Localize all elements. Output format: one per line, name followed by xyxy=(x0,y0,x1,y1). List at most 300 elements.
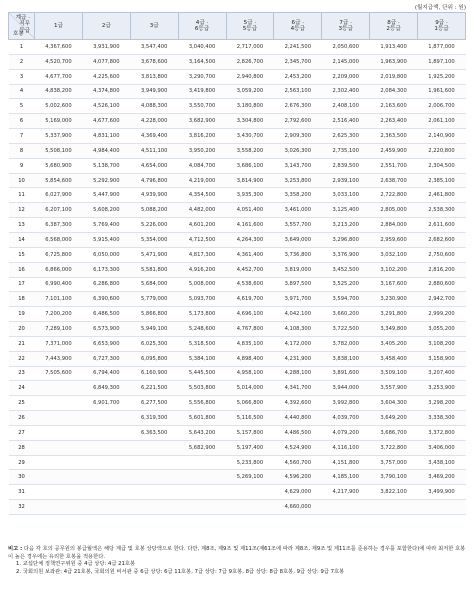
salary-cell: 4,654,000 xyxy=(130,158,178,173)
salary-cell: 3,558,200 xyxy=(226,143,274,158)
salary-cell: 2,385,100 xyxy=(418,173,466,188)
salary-cell xyxy=(130,470,178,485)
hobong-cell: 22 xyxy=(9,351,35,366)
salary-cell: 5,002,600 xyxy=(35,99,83,114)
salary-cell: 5,116,500 xyxy=(226,411,274,426)
salary-cell: 5,173,800 xyxy=(178,307,226,322)
salary-cell xyxy=(370,500,418,515)
salary-cell: 5,169,000 xyxy=(35,114,83,129)
salary-cell: 4,524,900 xyxy=(274,440,322,455)
hobong-cell: 6 xyxy=(9,114,35,129)
table-row xyxy=(9,307,466,322)
salary-cell: 3,032,100 xyxy=(370,247,418,262)
salary-cell xyxy=(178,500,226,515)
salary-cell: 5,854,600 xyxy=(35,173,83,188)
salary-cell: 4,486,500 xyxy=(274,425,322,440)
table-row xyxy=(9,158,466,173)
hobong-cell: 15 xyxy=(9,247,35,262)
grade-header: 2급 xyxy=(82,13,130,40)
salary-cell: 3,509,100 xyxy=(370,366,418,381)
salary-cell: 3,838,100 xyxy=(322,351,370,366)
salary-cell: 3,897,500 xyxy=(274,277,322,292)
salary-cell: 6,387,300 xyxy=(35,218,83,233)
salary-cell: 4,619,700 xyxy=(226,292,274,307)
salary-cell xyxy=(35,381,83,396)
table-row xyxy=(9,292,466,307)
salary-cell: 3,230,900 xyxy=(370,292,418,307)
salary-cell: 5,915,400 xyxy=(82,232,130,247)
salary-cell: 3,358,200 xyxy=(274,188,322,203)
salary-cell: 4,231,900 xyxy=(274,351,322,366)
salary-cell: 5,157,800 xyxy=(226,425,274,440)
salary-cell: 5,226,000 xyxy=(130,218,178,233)
hobong-cell: 16 xyxy=(9,262,35,277)
salary-cell: 3,213,200 xyxy=(322,218,370,233)
hobong-cell: 5 xyxy=(9,99,35,114)
salary-cell: 4,511,100 xyxy=(130,143,178,158)
unit-label: (월지급액, 단위 : 원) xyxy=(414,5,466,11)
salary-cell: 5,503,800 xyxy=(178,381,226,396)
salary-cell: 3,469,200 xyxy=(418,470,466,485)
salary-cell: 5,643,200 xyxy=(178,425,226,440)
salary-cell: 3,499,900 xyxy=(418,485,466,500)
hobong-cell: 25 xyxy=(9,396,35,411)
salary-cell xyxy=(82,440,130,455)
salary-cell: 2,942,700 xyxy=(418,292,466,307)
hobong-cell: 11 xyxy=(9,188,35,203)
salary-cell: 3,291,800 xyxy=(370,307,418,322)
salary-cell xyxy=(82,485,130,500)
salary-cell: 3,686,700 xyxy=(370,425,418,440)
table-row xyxy=(9,366,466,381)
salary-cell: 2,826,700 xyxy=(226,54,274,69)
salary-cell: 6,901,700 xyxy=(82,396,130,411)
salary-cell: 3,949,900 xyxy=(130,84,178,99)
salary-cell: 4,088,300 xyxy=(130,99,178,114)
salary-cell: 3,164,500 xyxy=(178,54,226,69)
salary-cell: 2,516,400 xyxy=(322,114,370,129)
salary-cell: 5,581,800 xyxy=(130,262,178,277)
salary-cell: 4,116,100 xyxy=(322,440,370,455)
salary-cell: 3,686,100 xyxy=(226,158,274,173)
salary-cell: 3,722,800 xyxy=(370,440,418,455)
table-row xyxy=(9,396,466,411)
salary-cell xyxy=(35,500,83,515)
salary-cell: 3,158,900 xyxy=(418,351,466,366)
salary-cell: 2,263,400 xyxy=(370,114,418,129)
notes-main-text: 다음 각 호의 공무원의 봉급월액은 해당 계급 및 호봉 상당액으로 한다. 다만, 제8조, 제9조 및 제11조(제61조에 따라 제8조, 제9조 및 제11조를 준용하는 경우를 포함한다)에 따라 최저한 호봉이 높은 경우에는 유리한 호봉을 적용한다. xyxy=(8,546,466,560)
salary-cell: 2,538,300 xyxy=(418,203,466,218)
salary-cell: 5,949,100 xyxy=(130,322,178,337)
salary-cell: 5,292,900 xyxy=(82,173,130,188)
table-row xyxy=(9,322,466,337)
salary-cell xyxy=(226,485,274,500)
salary-cell: 3,376,900 xyxy=(322,247,370,262)
salary-cell: 4,341,700 xyxy=(274,381,322,396)
salary-cell: 1,963,900 xyxy=(370,54,418,69)
hobong-cell: 21 xyxy=(9,336,35,351)
salary-cell: 3,931,900 xyxy=(82,40,130,55)
salary-cell: 3,814,900 xyxy=(226,173,274,188)
salary-cell: 3,950,200 xyxy=(178,143,226,158)
hobong-cell: 27 xyxy=(9,425,35,440)
salary-cell xyxy=(82,500,130,515)
salary-cell: 6,727,300 xyxy=(82,351,130,366)
hobong-cell: 12 xyxy=(9,203,35,218)
salary-cell: 1,897,100 xyxy=(418,54,466,69)
salary-cell: 4,452,700 xyxy=(226,262,274,277)
salary-cell: 3,557,700 xyxy=(274,218,322,233)
hobong-cell: 3 xyxy=(9,69,35,84)
salary-cell: 5,508,100 xyxy=(35,143,83,158)
salary-cell: 6,221,500 xyxy=(130,381,178,396)
salary-cell: 4,161,600 xyxy=(226,218,274,233)
grade-header: 4급 · 6등급 xyxy=(178,13,226,40)
salary-cell: 2,909,300 xyxy=(274,129,322,144)
salary-cell: 3,055,200 xyxy=(418,322,466,337)
salary-cell: 2,839,500 xyxy=(322,158,370,173)
salary-cell: 2,682,600 xyxy=(418,232,466,247)
salary-cell: 2,792,600 xyxy=(274,114,322,129)
salary-cell: 7,200,200 xyxy=(35,307,83,322)
salary-cell: 7,371,000 xyxy=(35,336,83,351)
salary-cell: 6,363,500 xyxy=(130,425,178,440)
salary-cell: 2,140,900 xyxy=(418,129,466,144)
salary-cell: 7,505,600 xyxy=(35,366,83,381)
salary-cell: 5,093,700 xyxy=(178,292,226,307)
salary-cell: 2,050,600 xyxy=(322,40,370,55)
salary-cell: 3,405,200 xyxy=(370,336,418,351)
salary-cell: 2,408,100 xyxy=(322,99,370,114)
salary-cell: 3,682,900 xyxy=(178,114,226,129)
salary-cell: 4,077,800 xyxy=(82,54,130,69)
table-row xyxy=(9,129,466,144)
salary-cell: 4,596,200 xyxy=(274,470,322,485)
salary-cell: 4,225,600 xyxy=(82,69,130,84)
salary-cell xyxy=(178,455,226,470)
salary-cell: 6,990,400 xyxy=(35,277,83,292)
salary-cell: 4,677,700 xyxy=(35,69,83,84)
salary-cell: 2,345,700 xyxy=(274,54,322,69)
salary-cell: 6,573,900 xyxy=(82,322,130,337)
salary-cell xyxy=(35,470,83,485)
salary-cell: 2,209,000 xyxy=(322,69,370,84)
salary-cell: 2,638,700 xyxy=(370,173,418,188)
hobong-cell: 31 xyxy=(9,485,35,500)
salary-cell: 4,958,100 xyxy=(226,366,274,381)
table-row xyxy=(9,203,466,218)
salary-cell: 5,684,000 xyxy=(130,277,178,292)
salary-cell xyxy=(322,500,370,515)
grade-header: 3급 xyxy=(130,13,178,40)
table-row xyxy=(9,262,466,277)
salary-cell: 2,459,900 xyxy=(370,143,418,158)
salary-cell: 2,884,000 xyxy=(370,218,418,233)
salary-cell: 4,838,200 xyxy=(35,84,83,99)
salary-cell: 6,095,800 xyxy=(130,351,178,366)
salary-cell: 2,453,200 xyxy=(274,69,322,84)
salary-cell: 4,796,800 xyxy=(130,173,178,188)
salary-cell xyxy=(226,500,274,515)
salary-cell: 5,384,100 xyxy=(178,351,226,366)
salary-cell: 4,361,400 xyxy=(226,247,274,262)
salary-cell: 6,849,300 xyxy=(82,381,130,396)
salary-cell xyxy=(418,500,466,515)
salary-cell: 2,735,100 xyxy=(322,143,370,158)
table-row xyxy=(9,411,466,426)
salary-cell: 4,369,400 xyxy=(130,129,178,144)
salary-cell: 2,363,500 xyxy=(370,129,418,144)
hobong-cell: 30 xyxy=(9,470,35,485)
salary-cell xyxy=(178,470,226,485)
hobong-cell: 1 xyxy=(9,40,35,55)
table-row xyxy=(9,84,466,99)
table-body xyxy=(9,40,466,515)
salary-cell: 4,108,300 xyxy=(274,322,322,337)
salary-cell: 3,033,100 xyxy=(322,188,370,203)
salary-cell: 4,374,800 xyxy=(82,84,130,99)
hobong-cell: 10 xyxy=(9,173,35,188)
salary-cell xyxy=(35,411,83,426)
salary-cell: 4,185,100 xyxy=(322,470,370,485)
salary-table xyxy=(8,12,466,515)
salary-cell: 5,337,900 xyxy=(35,129,83,144)
salary-cell: 2,999,200 xyxy=(418,307,466,322)
salary-cell: 6,050,000 xyxy=(82,247,130,262)
salary-cell: 1,925,200 xyxy=(418,69,466,84)
hobong-cell: 23 xyxy=(9,366,35,381)
hobong-cell: 2 xyxy=(9,54,35,69)
table-row xyxy=(9,336,466,351)
salary-cell: 3,790,100 xyxy=(370,470,418,485)
salary-cell: 3,059,200 xyxy=(226,84,274,99)
hobong-cell: 4 xyxy=(9,84,35,99)
salary-cell: 4,228,000 xyxy=(130,114,178,129)
salary-cell: 4,219,000 xyxy=(178,173,226,188)
salary-cell xyxy=(82,470,130,485)
salary-cell: 3,604,300 xyxy=(370,396,418,411)
salary-cell: 6,319,300 xyxy=(130,411,178,426)
hobong-cell: 20 xyxy=(9,322,35,337)
salary-cell: 6,027,900 xyxy=(35,188,83,203)
salary-cell: 3,678,600 xyxy=(130,54,178,69)
salary-cell: 3,891,600 xyxy=(322,366,370,381)
salary-cell: 3,458,400 xyxy=(370,351,418,366)
salary-cell: 5,601,800 xyxy=(178,411,226,426)
hobong-cell: 17 xyxy=(9,277,35,292)
salary-cell: 4,916,200 xyxy=(178,262,226,277)
salary-cell: 3,419,800 xyxy=(178,84,226,99)
salary-cell: 3,971,700 xyxy=(274,292,322,307)
salary-cell: 4,264,300 xyxy=(226,232,274,247)
corner-header-top: 계급 · 직무 등급 xyxy=(15,15,30,34)
salary-cell: 3,180,800 xyxy=(226,99,274,114)
salary-cell xyxy=(35,455,83,470)
salary-cell: 3,349,800 xyxy=(370,322,418,337)
salary-cell: 2,084,300 xyxy=(370,84,418,99)
salary-cell: 4,526,100 xyxy=(82,99,130,114)
salary-cell: 5,866,800 xyxy=(130,307,178,322)
salary-cell: 6,277,500 xyxy=(130,396,178,411)
salary-cell xyxy=(82,455,130,470)
salary-cell: 4,172,000 xyxy=(274,336,322,351)
salary-cell: 2,304,500 xyxy=(418,158,466,173)
salary-cell: 6,866,000 xyxy=(35,262,83,277)
salary-cell: 4,039,700 xyxy=(322,411,370,426)
salary-cell: 2,939,100 xyxy=(322,173,370,188)
salary-cell: 5,680,900 xyxy=(35,158,83,173)
hobong-cell: 9 xyxy=(9,158,35,173)
grade-header: 5급 · 5등급 xyxy=(226,13,274,40)
salary-cell: 6,568,000 xyxy=(35,232,83,247)
salary-cell: 4,898,400 xyxy=(226,351,274,366)
salary-cell: 4,288,100 xyxy=(274,366,322,381)
salary-cell: 5,447,900 xyxy=(82,188,130,203)
table-row xyxy=(9,99,466,114)
salary-cell: 4,831,100 xyxy=(82,129,130,144)
notes-item: 1. 교섭단체 정책연구위원 중 4급 상당: 4급 21호봉 xyxy=(16,561,136,568)
notes-label: 비고 : xyxy=(8,546,23,552)
salary-cell: 3,660,200 xyxy=(322,307,370,322)
salary-cell: 5,197,400 xyxy=(226,440,274,455)
salary-cell: 4,817,300 xyxy=(178,247,226,262)
salary-cell: 6,653,900 xyxy=(82,336,130,351)
salary-cell: 6,025,300 xyxy=(130,336,178,351)
table-row xyxy=(9,173,466,188)
salary-cell: 5,682,900 xyxy=(178,440,226,455)
salary-cell: 2,940,800 xyxy=(226,69,274,84)
salary-cell: 3,026,300 xyxy=(274,143,322,158)
salary-cell: 4,392,600 xyxy=(274,396,322,411)
salary-cell: 4,354,500 xyxy=(178,188,226,203)
salary-cell: 4,629,000 xyxy=(274,485,322,500)
table-row xyxy=(9,218,466,233)
salary-cell xyxy=(35,440,83,455)
salary-cell: 6,286,800 xyxy=(82,277,130,292)
salary-cell: 3,649,200 xyxy=(370,411,418,426)
salary-cell: 3,935,300 xyxy=(226,188,274,203)
salary-cell: 4,051,400 xyxy=(226,203,274,218)
salary-cell: 4,560,700 xyxy=(274,455,322,470)
salary-cell: 4,151,800 xyxy=(322,455,370,470)
salary-cell: 2,959,600 xyxy=(370,232,418,247)
salary-cell: 2,220,800 xyxy=(418,143,466,158)
salary-cell: 3,992,800 xyxy=(322,396,370,411)
salary-cell: 2,241,500 xyxy=(274,40,322,55)
salary-cell xyxy=(178,485,226,500)
salary-cell: 2,145,000 xyxy=(322,54,370,69)
salary-cell: 5,248,600 xyxy=(178,322,226,337)
salary-cell: 5,354,000 xyxy=(130,232,178,247)
salary-cell: 3,143,700 xyxy=(274,158,322,173)
salary-cell: 7,289,100 xyxy=(35,322,83,337)
salary-cell: 1,961,600 xyxy=(418,84,466,99)
salary-cell: 2,722,800 xyxy=(370,188,418,203)
salary-cell: 4,767,800 xyxy=(226,322,274,337)
salary-cell: 3,550,700 xyxy=(178,99,226,114)
table-row xyxy=(9,455,466,470)
table-row xyxy=(9,69,466,84)
grade-header: 9급 · 1등급 xyxy=(418,13,466,40)
salary-cell: 3,430,700 xyxy=(226,129,274,144)
table-row xyxy=(9,277,466,292)
salary-cell: 6,794,400 xyxy=(82,366,130,381)
salary-cell: 5,088,200 xyxy=(130,203,178,218)
table-row xyxy=(9,143,466,158)
salary-cell: 4,367,600 xyxy=(35,40,83,55)
salary-cell: 5,779,000 xyxy=(130,292,178,307)
salary-cell: 3,167,600 xyxy=(370,277,418,292)
salary-cell xyxy=(35,396,83,411)
salary-cell: 2,061,100 xyxy=(418,114,466,129)
salary-cell xyxy=(130,500,178,515)
salary-cell: 3,452,500 xyxy=(322,262,370,277)
table-row xyxy=(9,188,466,203)
salary-cell xyxy=(35,425,83,440)
salary-cell: 3,253,900 xyxy=(418,381,466,396)
hobong-cell: 29 xyxy=(9,455,35,470)
salary-cell: 4,482,000 xyxy=(178,203,226,218)
salary-cell: 4,079,200 xyxy=(322,425,370,440)
salary-cell: 6,160,900 xyxy=(130,366,178,381)
salary-cell: 5,008,000 xyxy=(178,277,226,292)
grade-header: 7급 · 3등급 xyxy=(322,13,370,40)
hobong-cell: 19 xyxy=(9,307,35,322)
corner-header-cell xyxy=(9,13,35,40)
salary-cell: 2,611,600 xyxy=(418,218,466,233)
salary-cell: 2,563,100 xyxy=(274,84,322,99)
salary-cell: 3,944,000 xyxy=(322,381,370,396)
grade-header: 8급 · 2등급 xyxy=(370,13,418,40)
hobong-cell: 14 xyxy=(9,232,35,247)
table-row xyxy=(9,351,466,366)
hobong-cell: 7 xyxy=(9,129,35,144)
salary-cell: 4,939,900 xyxy=(130,188,178,203)
salary-cell: 6,725,800 xyxy=(35,247,83,262)
salary-cell: 3,525,200 xyxy=(322,277,370,292)
salary-cell: 3,594,700 xyxy=(322,292,370,307)
hobong-cell: 26 xyxy=(9,411,35,426)
salary-cell: 3,649,000 xyxy=(274,232,322,247)
salary-cell: 5,556,800 xyxy=(178,396,226,411)
salary-cell: 2,006,700 xyxy=(418,99,466,114)
salary-cell: 7,101,100 xyxy=(35,292,83,307)
salary-cell: 3,782,000 xyxy=(322,336,370,351)
notes-main xyxy=(8,546,466,561)
salary-cell xyxy=(35,485,83,500)
salary-cell: 4,042,100 xyxy=(274,307,322,322)
salary-cell: 4,677,600 xyxy=(82,114,130,129)
salary-cell: 4,835,100 xyxy=(226,336,274,351)
hobong-cell: 18 xyxy=(9,292,35,307)
salary-cell: 2,880,600 xyxy=(418,277,466,292)
salary-cell: 3,207,400 xyxy=(418,366,466,381)
salary-cell: 5,769,400 xyxy=(82,218,130,233)
salary-cell xyxy=(130,440,178,455)
table-row xyxy=(9,500,466,515)
grade-header: 1급 xyxy=(35,13,83,40)
salary-cell: 5,014,000 xyxy=(226,381,274,396)
salary-cell: 4,217,900 xyxy=(322,485,370,500)
salary-cell: 5,138,700 xyxy=(82,158,130,173)
table-row xyxy=(9,485,466,500)
table-header-row xyxy=(9,13,466,40)
salary-cell: 6,486,500 xyxy=(82,307,130,322)
salary-cell: 3,722,500 xyxy=(322,322,370,337)
salary-cell: 4,440,800 xyxy=(274,411,322,426)
salary-cell: 5,066,800 xyxy=(226,396,274,411)
notes-item: 2. 국회의원 보좌관: 4급 21호봉, 국회의원 비서관 중 6급 상당: 6급 11호봉, 7급 상당: 7급 9호봉, 8급 상당: 8급 8호봉, 9급 상당: 9급 7호봉 xyxy=(16,569,345,576)
